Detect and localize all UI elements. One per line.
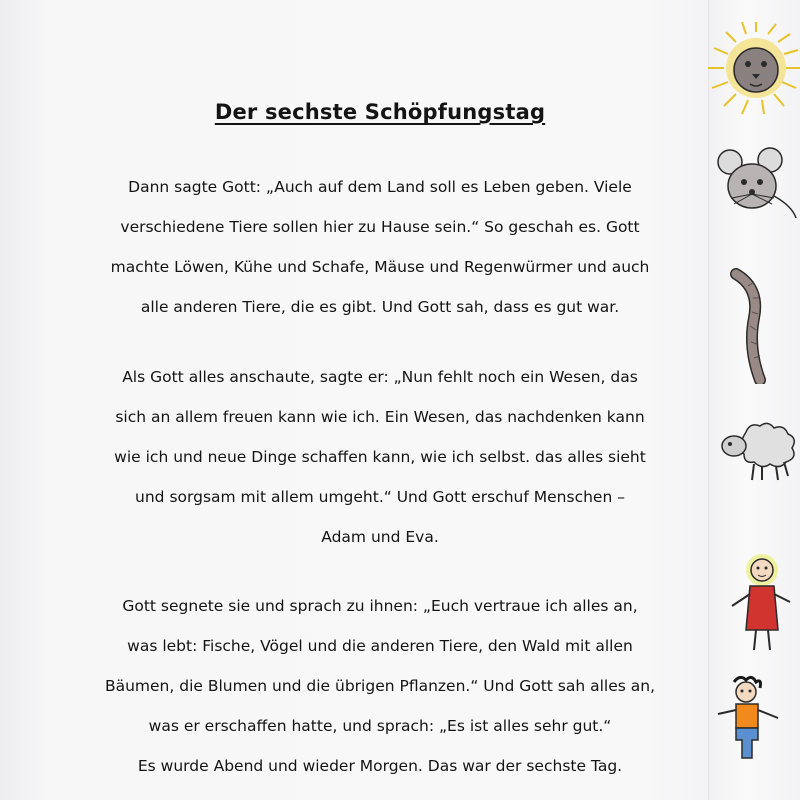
text-line: sich an allem freuen kann wie ich. Ein Wesen, das nachdenken kann [115,408,645,426]
text-line: wie ich und neue Dinge schaffen kann, wie ich selbst. das alles sieht [114,448,646,466]
lion-drawing [706,22,800,122]
text-line: Gott segnete sie und sprach zu ihnen: „Euch vertraue ich alles an, [122,597,638,615]
text-line: verschiedene Tiere sollen hier zu Hause sein.“ So geschah es. Gott [120,218,640,236]
mouse-drawing [712,146,798,220]
paragraph-1 [40,167,720,327]
text-line: was er erschaffen hatte, und sprach: „Es ist alles sehr gut.“ [148,717,612,735]
text-line: Adam und Eva. [321,528,439,546]
text-line: Als Gott alles anschaute, sagte er: „Nun fehlt noch ein Wesen, das [122,368,638,386]
paragraph-2 [40,357,720,557]
page-title: Der sechste Schöpfungstag [214,100,546,124]
text-line: Dann sagte Gott: „Auch auf dem Land soll es Leben geben. Viele [128,178,632,196]
eve-drawing [728,550,792,656]
paragraph-3 [40,586,720,786]
text-line: machte Löwen, Kühe und Schafe, Mäuse und Regenwürmer und auch [110,258,650,276]
text-line: Bäumen, die Blumen und die übrigen Pflanzen.“ Und Gott sah alles an, [104,677,656,695]
text-line: Es wurde Abend und wieder Morgen. Das war der sechste Tag. [137,757,623,775]
text-line: und sorgsam mit allem umgeht.“ Und Gott erschuf Menschen – [135,488,625,506]
adam-drawing [714,674,784,768]
text-line: was lebt: Fische, Vögel und die anderen Tiere, den Wald mit allen [127,637,633,655]
text-line: alle anderen Tiere, die es gibt. Und Gott sah, dass es gut war. [140,298,620,316]
sheep-drawing [716,418,800,484]
worm-drawing [726,268,776,384]
